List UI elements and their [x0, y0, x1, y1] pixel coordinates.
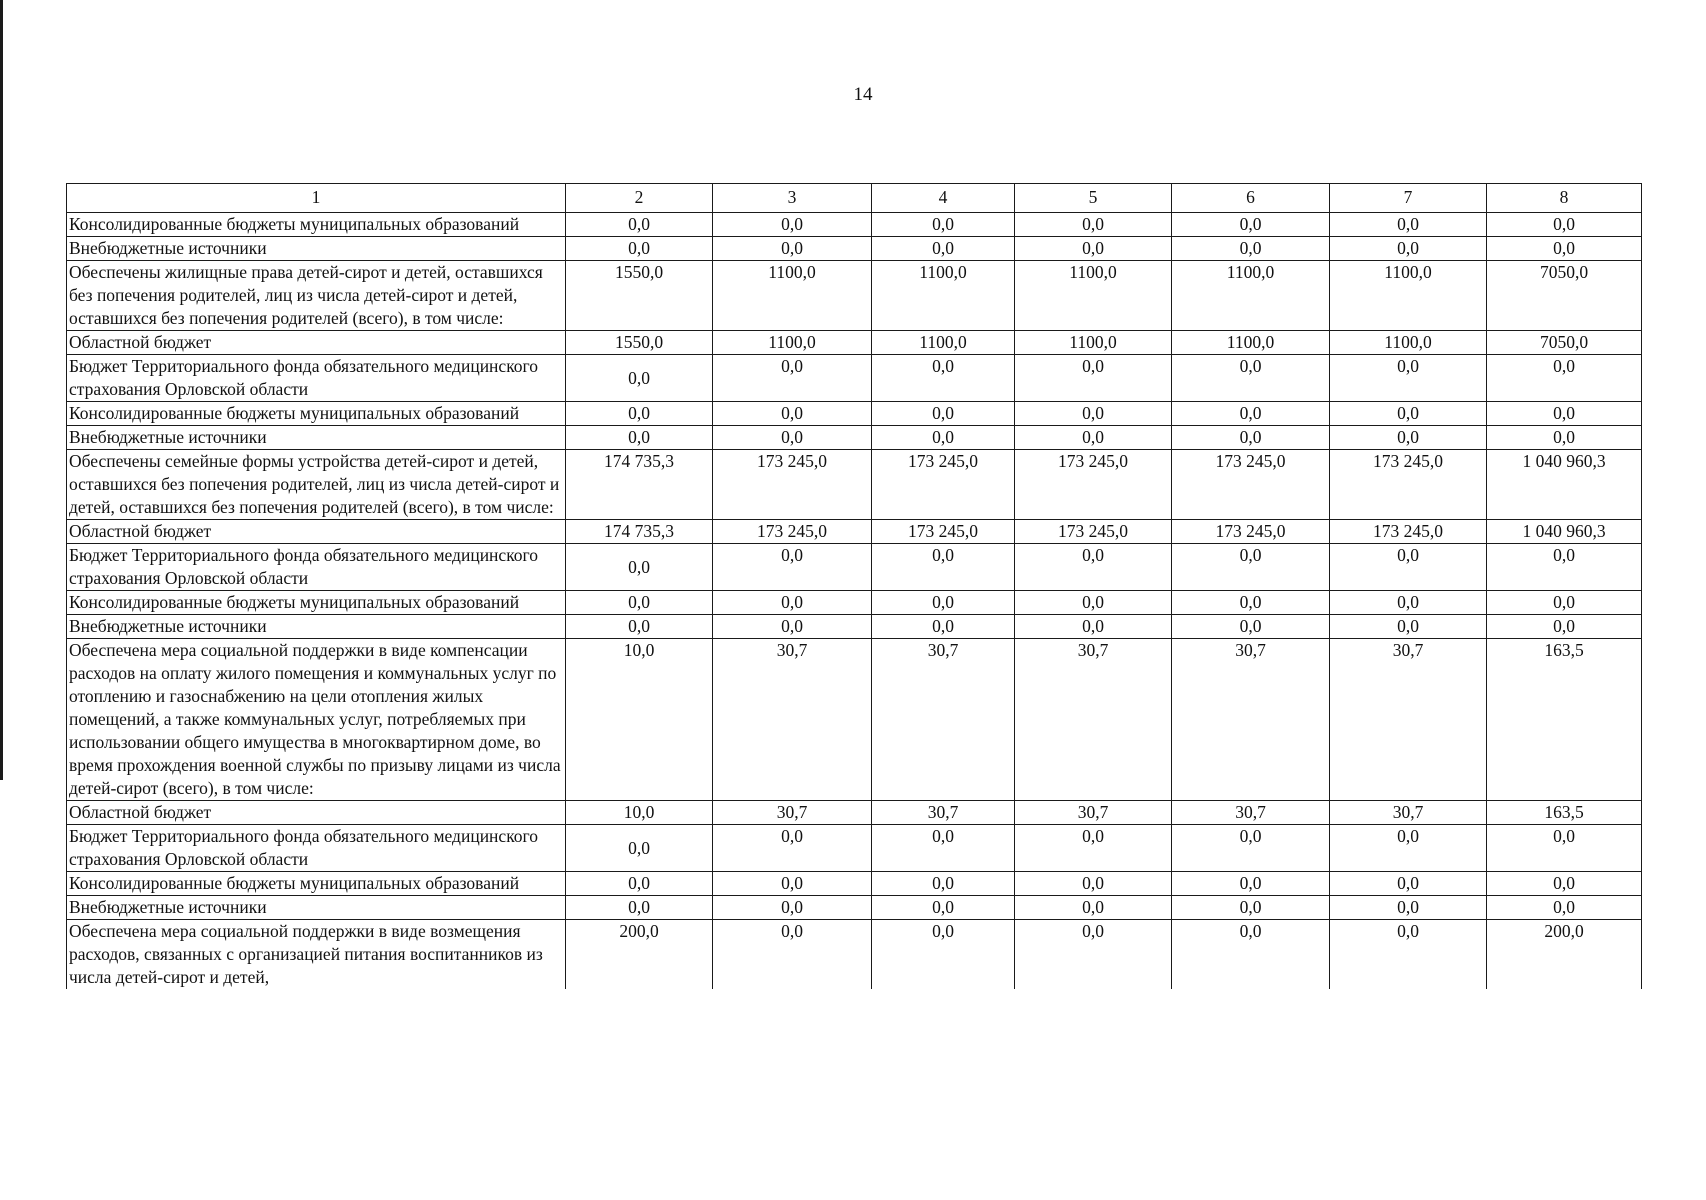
- row-label: Бюджет Территориального фонда обязательного медицинского страхования Орловской области: [67, 825, 566, 872]
- value-cell: 0,0: [1487, 591, 1642, 615]
- value-cell: 0,0: [1330, 237, 1487, 261]
- value-cell: 0,0: [713, 896, 872, 920]
- value-cell: 0,0: [1487, 544, 1642, 591]
- value-cell: 0,0: [872, 825, 1015, 872]
- value-cell: 163,5: [1487, 801, 1642, 825]
- value-cell: 0,0: [1172, 237, 1330, 261]
- value-cell: 0,0: [566, 237, 713, 261]
- value-cell: 0,0: [1330, 825, 1487, 872]
- value-cell: 1100,0: [1330, 261, 1487, 331]
- column-header: 3: [713, 184, 872, 213]
- column-header: 8: [1487, 184, 1642, 213]
- value-cell: 0,0: [713, 920, 872, 990]
- row-label: Внебюджетные источники: [67, 615, 566, 639]
- value-cell: 0,0: [1330, 402, 1487, 426]
- value-cell: 30,7: [1330, 639, 1487, 801]
- value-cell: 0,0: [713, 402, 872, 426]
- table-row: [67, 213, 1642, 237]
- value-cell: 0,0: [566, 402, 713, 426]
- value-cell: 173 245,0: [1015, 520, 1172, 544]
- value-cell: 0,0: [1487, 872, 1642, 896]
- value-cell: 0,0: [713, 237, 872, 261]
- value-cell: 0,0: [872, 213, 1015, 237]
- value-cell: 0,0: [1015, 355, 1172, 402]
- value-cell: 0,0: [1330, 213, 1487, 237]
- value-cell: 0,0: [872, 591, 1015, 615]
- value-cell: 30,7: [872, 801, 1015, 825]
- value-cell: 0,0: [872, 544, 1015, 591]
- column-header: 2: [566, 184, 713, 213]
- page-number: 14: [853, 84, 873, 105]
- value-cell: 1100,0: [1172, 261, 1330, 331]
- value-cell: 0,0: [1172, 402, 1330, 426]
- value-cell: 0,0: [566, 544, 713, 591]
- table-row: [67, 615, 1642, 639]
- value-cell: 0,0: [713, 872, 872, 896]
- value-cell: 0,0: [1172, 615, 1330, 639]
- value-cell: 0,0: [872, 615, 1015, 639]
- value-cell: 0,0: [1172, 825, 1330, 872]
- budget-table: [66, 183, 1642, 989]
- row-label: Бюджет Территориального фонда обязательного медицинского страхования Орловской области: [67, 544, 566, 591]
- value-cell: 163,5: [1487, 639, 1642, 801]
- table-row: [67, 402, 1642, 426]
- value-cell: 0,0: [1487, 355, 1642, 402]
- table-row: [67, 872, 1642, 896]
- row-label: Областной бюджет: [67, 331, 566, 355]
- value-cell: 0,0: [1172, 896, 1330, 920]
- value-cell: 0,0: [1330, 591, 1487, 615]
- value-cell: 0,0: [872, 355, 1015, 402]
- row-label: Внебюджетные источники: [67, 426, 566, 450]
- value-cell: 1100,0: [713, 331, 872, 355]
- value-cell: 0,0: [713, 591, 872, 615]
- value-cell: 0,0: [1015, 213, 1172, 237]
- value-cell: 0,0: [1330, 426, 1487, 450]
- row-label: Областной бюджет: [67, 520, 566, 544]
- value-cell: 0,0: [1487, 825, 1642, 872]
- value-cell: 174 735,3: [566, 450, 713, 520]
- value-cell: 0,0: [1487, 896, 1642, 920]
- value-cell: 0,0: [1172, 213, 1330, 237]
- value-cell: 1100,0: [1172, 331, 1330, 355]
- value-cell: 174 735,3: [566, 520, 713, 544]
- table-body: [67, 213, 1642, 990]
- value-cell: 0,0: [1172, 920, 1330, 990]
- value-cell: 173 245,0: [713, 520, 872, 544]
- value-cell: 0,0: [1015, 896, 1172, 920]
- row-label: Консолидированные бюджеты муниципальных образований: [67, 213, 566, 237]
- value-cell: 1550,0: [566, 331, 713, 355]
- value-cell: 30,7: [1172, 639, 1330, 801]
- value-cell: 0,0: [1015, 825, 1172, 872]
- value-cell: 0,0: [1172, 355, 1330, 402]
- value-cell: 30,7: [713, 801, 872, 825]
- value-cell: 0,0: [1172, 544, 1330, 591]
- value-cell: 0,0: [566, 615, 713, 639]
- value-cell: 0,0: [1330, 544, 1487, 591]
- table-row: [67, 639, 1642, 801]
- value-cell: 10,0: [566, 639, 713, 801]
- value-cell: 0,0: [1487, 426, 1642, 450]
- table-row: [67, 520, 1642, 544]
- value-cell: 30,7: [713, 639, 872, 801]
- table-row: [67, 450, 1642, 520]
- value-cell: 0,0: [1015, 402, 1172, 426]
- value-cell: 0,0: [872, 402, 1015, 426]
- row-label: Обеспечены семейные формы устройства детей-сирот и детей, оставшихся без попечения родителей, лиц из числа детей-сирот и детей, оставшихся без попечения родителей (всего), в том числе:: [67, 450, 566, 520]
- table-row: [67, 355, 1642, 402]
- value-cell: 0,0: [1172, 591, 1330, 615]
- value-cell: 0,0: [1487, 237, 1642, 261]
- scan-edge: [0, 0, 3, 780]
- column-header: 6: [1172, 184, 1330, 213]
- value-cell: 0,0: [713, 825, 872, 872]
- value-cell: 0,0: [1330, 920, 1487, 990]
- value-cell: 0,0: [1015, 237, 1172, 261]
- row-label: Обеспечена мера социальной поддержки в виде компенсации расходов на оплату жилого помещения и коммунальных услуг по отоплению и газоснабжению на цели отопления жилых помещений, а также коммунальных услуг, потребляемых при использовании общего имущества в многоквартирном доме, во время прохождения военной службы по призыву лицами из числа детей-сирот (всего), в том числе:: [67, 639, 566, 801]
- value-cell: 0,0: [566, 896, 713, 920]
- value-cell: 173 245,0: [1330, 520, 1487, 544]
- value-cell: 1100,0: [1330, 331, 1487, 355]
- value-cell: 173 245,0: [872, 450, 1015, 520]
- value-cell: 1 040 960,3: [1487, 450, 1642, 520]
- row-label: Обеспечена мера социальной поддержки в виде возмещения расходов, связанных с организацией питания воспитанников из числа детей-сирот и детей,: [67, 920, 566, 990]
- value-cell: 1100,0: [1015, 261, 1172, 331]
- value-cell: 0,0: [713, 355, 872, 402]
- value-cell: 30,7: [1015, 639, 1172, 801]
- table-row: [67, 237, 1642, 261]
- table-row: [67, 801, 1642, 825]
- value-cell: 0,0: [1015, 615, 1172, 639]
- value-cell: 173 245,0: [1015, 450, 1172, 520]
- row-label: Внебюджетные источники: [67, 896, 566, 920]
- value-cell: 30,7: [1330, 801, 1487, 825]
- value-cell: 200,0: [566, 920, 713, 990]
- row-label: Бюджет Территориального фонда обязательного медицинского страхования Орловской области: [67, 355, 566, 402]
- row-label: Консолидированные бюджеты муниципальных образований: [67, 872, 566, 896]
- value-cell: 1100,0: [872, 331, 1015, 355]
- column-header: 5: [1015, 184, 1172, 213]
- header-row: [67, 184, 1642, 213]
- value-cell: 0,0: [1330, 355, 1487, 402]
- value-cell: 0,0: [1015, 591, 1172, 615]
- column-header: 7: [1330, 184, 1487, 213]
- table-row: [67, 331, 1642, 355]
- value-cell: 30,7: [1172, 801, 1330, 825]
- value-cell: 1550,0: [566, 261, 713, 331]
- value-cell: 0,0: [872, 872, 1015, 896]
- value-cell: 0,0: [872, 896, 1015, 920]
- value-cell: 1100,0: [1015, 331, 1172, 355]
- value-cell: 0,0: [1015, 426, 1172, 450]
- value-cell: 0,0: [566, 591, 713, 615]
- value-cell: 1100,0: [713, 261, 872, 331]
- value-cell: 0,0: [1330, 872, 1487, 896]
- value-cell: 0,0: [1015, 544, 1172, 591]
- value-cell: 1100,0: [872, 261, 1015, 331]
- table-row: [67, 920, 1642, 990]
- value-cell: 7050,0: [1487, 261, 1642, 331]
- row-label: Консолидированные бюджеты муниципальных образований: [67, 402, 566, 426]
- value-cell: 1 040 960,3: [1487, 520, 1642, 544]
- value-cell: 0,0: [1015, 872, 1172, 896]
- table-row: [67, 426, 1642, 450]
- table-row: [67, 544, 1642, 591]
- value-cell: 0,0: [566, 213, 713, 237]
- value-cell: 0,0: [1015, 920, 1172, 990]
- value-cell: 0,0: [872, 237, 1015, 261]
- value-cell: 0,0: [713, 213, 872, 237]
- table-row: [67, 825, 1642, 872]
- value-cell: 0,0: [1172, 426, 1330, 450]
- value-cell: 0,0: [1487, 402, 1642, 426]
- value-cell: 30,7: [872, 639, 1015, 801]
- column-header: 1: [67, 184, 566, 213]
- value-cell: 0,0: [713, 426, 872, 450]
- value-cell: 0,0: [1487, 615, 1642, 639]
- value-cell: 30,7: [1015, 801, 1172, 825]
- value-cell: 173 245,0: [713, 450, 872, 520]
- row-label: Обеспечены жилищные права детей-сирот и детей, оставшихся без попечения родителей, лиц из числа детей-сирот и детей, оставшихся без попечения родителей (всего), в том числе:: [67, 261, 566, 331]
- value-cell: 173 245,0: [1172, 520, 1330, 544]
- value-cell: 0,0: [1330, 615, 1487, 639]
- value-cell: 173 245,0: [1172, 450, 1330, 520]
- value-cell: 200,0: [1487, 920, 1642, 990]
- table-row: [67, 591, 1642, 615]
- value-cell: 173 245,0: [872, 520, 1015, 544]
- table-row: [67, 261, 1642, 331]
- value-cell: 0,0: [872, 920, 1015, 990]
- value-cell: 0,0: [566, 872, 713, 896]
- value-cell: 0,0: [1330, 896, 1487, 920]
- column-header: 4: [872, 184, 1015, 213]
- value-cell: 10,0: [566, 801, 713, 825]
- value-cell: 0,0: [713, 615, 872, 639]
- row-label: Областной бюджет: [67, 801, 566, 825]
- row-label: Внебюджетные источники: [67, 237, 566, 261]
- value-cell: 0,0: [1172, 872, 1330, 896]
- value-cell: 0,0: [713, 544, 872, 591]
- value-cell: 0,0: [872, 426, 1015, 450]
- row-label: Консолидированные бюджеты муниципальных образований: [67, 591, 566, 615]
- value-cell: 0,0: [566, 825, 713, 872]
- table-row: [67, 896, 1642, 920]
- value-cell: 0,0: [566, 426, 713, 450]
- value-cell: 0,0: [566, 355, 713, 402]
- value-cell: 0,0: [1487, 213, 1642, 237]
- value-cell: 7050,0: [1487, 331, 1642, 355]
- value-cell: 173 245,0: [1330, 450, 1487, 520]
